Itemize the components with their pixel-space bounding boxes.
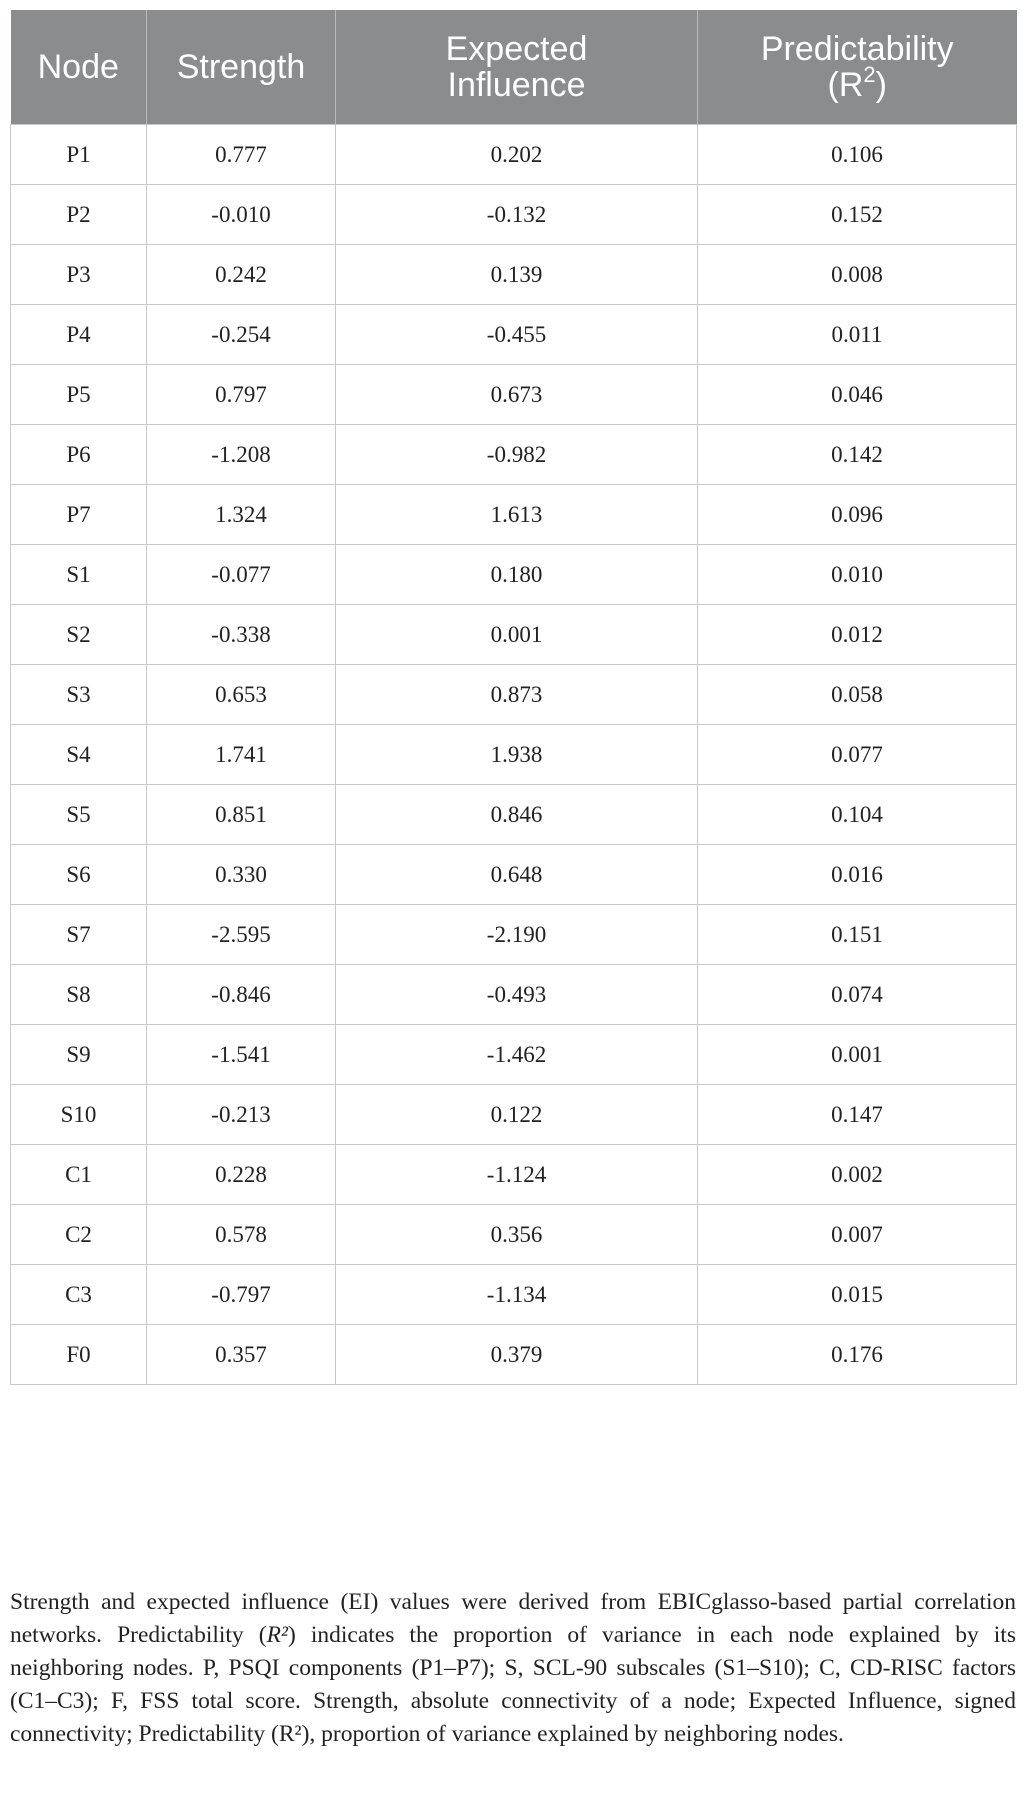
cell-strength: -0.254 (147, 305, 336, 365)
cell-expected-influence: 0.648 (336, 845, 698, 905)
table-row (11, 485, 1017, 545)
cell-strength: -1.208 (147, 425, 336, 485)
cell-node: S4 (11, 725, 147, 785)
cell-node: S10 (11, 1085, 147, 1145)
cell-expected-influence: -1.124 (336, 1145, 698, 1205)
cell-expected-influence: -0.982 (336, 425, 698, 485)
table-row (11, 425, 1017, 485)
table-row (11, 1085, 1017, 1145)
cell-node: S7 (11, 905, 147, 965)
cell-predictability: 0.015 (698, 1265, 1017, 1325)
cell-predictability: 0.074 (698, 965, 1017, 1025)
table-row (11, 785, 1017, 845)
table-row (11, 1265, 1017, 1325)
cell-strength: -0.846 (147, 965, 336, 1025)
cell-predictability: 0.104 (698, 785, 1017, 845)
cell-strength: -1.541 (147, 1025, 336, 1085)
cell-predictability: 0.152 (698, 185, 1017, 245)
table-row (11, 305, 1017, 365)
cell-strength: 0.797 (147, 365, 336, 425)
cell-strength: 0.578 (147, 1205, 336, 1265)
cell-strength: 0.330 (147, 845, 336, 905)
cell-predictability: 0.106 (698, 125, 1017, 185)
cell-predictability: 0.151 (698, 905, 1017, 965)
footnote-part1: Strength and expected influence (EI) values were derived from EBICglasso-based partial correlation networks. Predictability ( (10, 1589, 1016, 1648)
cell-expected-influence: -1.134 (336, 1265, 698, 1325)
cell-node: C2 (11, 1205, 147, 1265)
cell-expected-influence: -0.455 (336, 305, 698, 365)
table-body (11, 125, 1017, 1385)
table-row (11, 665, 1017, 725)
table-row (11, 125, 1017, 185)
cell-strength: 0.357 (147, 1325, 336, 1385)
cell-strength: 1.324 (147, 485, 336, 545)
cell-strength: 0.242 (147, 245, 336, 305)
table-row (11, 1205, 1017, 1265)
cell-predictability: 0.008 (698, 245, 1017, 305)
cell-node: S6 (11, 845, 147, 905)
cell-node: P4 (11, 305, 147, 365)
header-pred-close: ) (875, 66, 887, 104)
cell-predictability: 0.007 (698, 1205, 1017, 1265)
table-row (11, 725, 1017, 785)
cell-expected-influence: 0.356 (336, 1205, 698, 1265)
results-table (10, 10, 1017, 1385)
header-node (11, 10, 147, 125)
cell-node: F0 (11, 1325, 147, 1385)
header-row (11, 10, 1017, 125)
cell-node: P2 (11, 185, 147, 245)
header-predictability (698, 10, 1017, 125)
cell-strength: 0.228 (147, 1145, 336, 1205)
cell-predictability: 0.046 (698, 365, 1017, 425)
cell-strength: 0.653 (147, 665, 336, 725)
cell-predictability: 0.001 (698, 1025, 1017, 1085)
cell-predictability: 0.096 (698, 485, 1017, 545)
header-pred-line1: Predictability (760, 30, 954, 68)
cell-node: S2 (11, 605, 147, 665)
cell-strength: -0.010 (147, 185, 336, 245)
table-row (11, 185, 1017, 245)
table-row (11, 845, 1017, 905)
cell-strength: 0.777 (147, 125, 336, 185)
table-row (11, 1025, 1017, 1085)
cell-expected-influence: 1.613 (336, 485, 698, 545)
cell-expected-influence: 0.873 (336, 665, 698, 725)
cell-strength: -0.797 (147, 1265, 336, 1325)
cell-strength: 1.741 (147, 725, 336, 785)
cell-node: C1 (11, 1145, 147, 1205)
header-ei-line2: Influence (447, 66, 586, 104)
cell-node: P5 (11, 365, 147, 425)
cell-strength: -0.213 (147, 1085, 336, 1145)
footnote-r2: R² (266, 1622, 288, 1648)
cell-expected-influence: 0.846 (336, 785, 698, 845)
cell-expected-influence: 0.122 (336, 1085, 698, 1145)
cell-node: P6 (11, 425, 147, 485)
cell-expected-influence: 0.673 (336, 365, 698, 425)
cell-strength: -0.338 (147, 605, 336, 665)
cell-predictability: 0.002 (698, 1145, 1017, 1205)
cell-strength: 0.851 (147, 785, 336, 845)
cell-strength: -2.595 (147, 905, 336, 965)
table-row (11, 965, 1017, 1025)
header-pred-sup: 2 (863, 62, 876, 87)
cell-predictability: 0.011 (698, 305, 1017, 365)
header-pred-line2 (706, 62, 1009, 104)
cell-expected-influence: 0.001 (336, 605, 698, 665)
table-footnote (10, 1586, 1016, 1751)
header-strength-label: Strength (176, 48, 306, 86)
cell-node: C3 (11, 1265, 147, 1325)
cell-predictability: 0.016 (698, 845, 1017, 905)
cell-predictability: 0.142 (698, 425, 1017, 485)
table-header (11, 10, 1017, 125)
cell-expected-influence: -2.190 (336, 905, 698, 965)
cell-predictability: 0.058 (698, 665, 1017, 725)
cell-predictability: 0.147 (698, 1085, 1017, 1145)
cell-node: S5 (11, 785, 147, 845)
cell-predictability: 0.012 (698, 605, 1017, 665)
cell-expected-influence: 1.938 (336, 725, 698, 785)
cell-node: P3 (11, 245, 147, 305)
table-row (11, 1145, 1017, 1205)
table-row (11, 1325, 1017, 1385)
cell-expected-influence: -1.462 (336, 1025, 698, 1085)
cell-node: S3 (11, 665, 147, 725)
header-expected-influence (336, 10, 698, 125)
table-row (11, 245, 1017, 305)
cell-expected-influence: -0.493 (336, 965, 698, 1025)
cell-expected-influence: 0.180 (336, 545, 698, 605)
cell-expected-influence: -0.132 (336, 185, 698, 245)
header-node-label: Node (37, 48, 119, 86)
cell-expected-influence: 0.202 (336, 125, 698, 185)
cell-predictability: 0.010 (698, 545, 1017, 605)
header-ei-line1: Expected (445, 30, 588, 68)
footnote-part2: ) indicates the proportion of variance in each node explained by its neighboring nodes. P, PSQI components (P1–P7); S, SCL-90 subscales (S1–S10); C, CD-RISC factors (C1–C3); F, FSS total score. Strength, absolute connectivity of a node; Expected Influence, signed connectivity; Predictability (R²), proportion of variance explained by neighboring nodes. (10, 1622, 1016, 1747)
cell-expected-influence: 0.379 (336, 1325, 698, 1385)
table-row (11, 905, 1017, 965)
cell-node: S1 (11, 545, 147, 605)
table-row (11, 365, 1017, 425)
header-pred-open: (R (827, 66, 864, 104)
cell-node: S9 (11, 1025, 147, 1085)
cell-predictability: 0.077 (698, 725, 1017, 785)
cell-node: S8 (11, 965, 147, 1025)
cell-expected-influence: 0.139 (336, 245, 698, 305)
table-row (11, 545, 1017, 605)
cell-node: P1 (11, 125, 147, 185)
cell-predictability: 0.176 (698, 1325, 1017, 1385)
cell-node: P7 (11, 485, 147, 545)
cell-strength: -0.077 (147, 545, 336, 605)
table-row (11, 605, 1017, 665)
header-strength (147, 10, 336, 125)
